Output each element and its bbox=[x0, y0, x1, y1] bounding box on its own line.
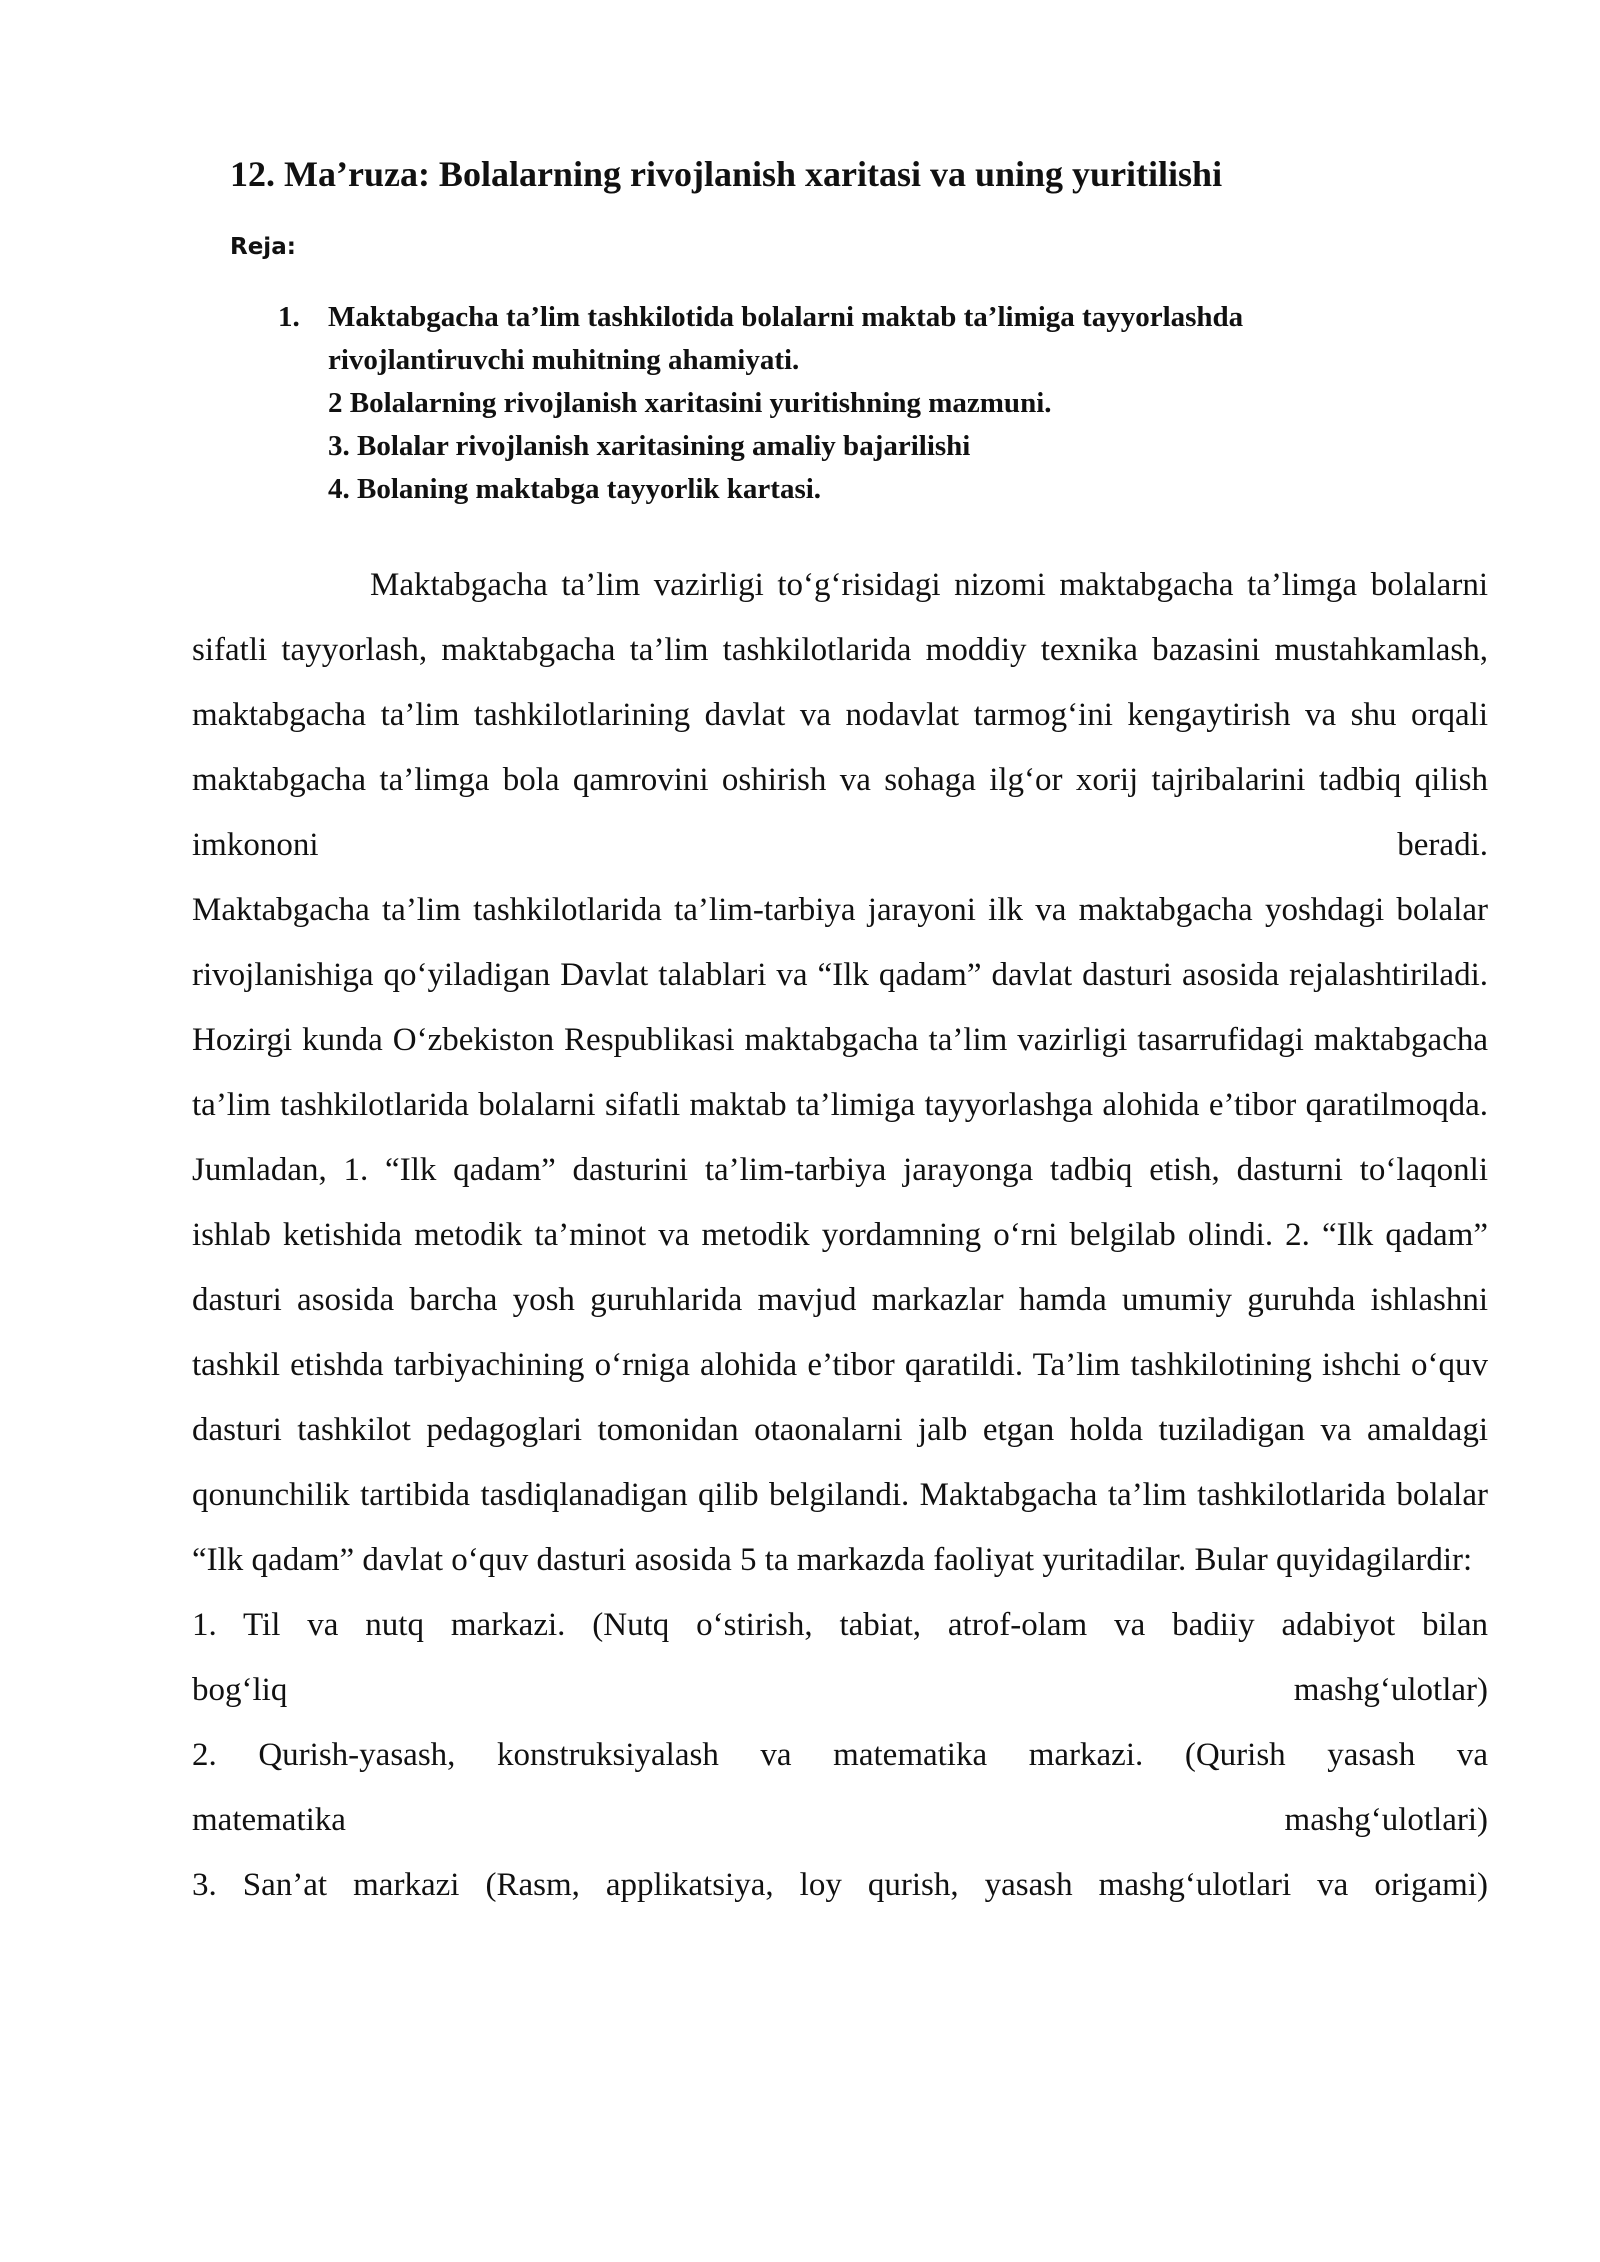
plan-item-text: Maktabgacha ta’lim tashkilotida bolalarni maktab ta’limiga tayyorlashda bbox=[328, 301, 1244, 333]
plan-item-text: rivojlantiruvchi muhitning ahamiyati. bbox=[328, 344, 800, 376]
plan-item bbox=[278, 382, 1428, 425]
body-text bbox=[192, 553, 1488, 1918]
center-item-line: 1. Til va nutq markazi. (Nutq o‘stirish, tabiat, atrof-olam va badiiy adabiyot bilan bbox=[192, 1607, 1488, 1643]
plan-item bbox=[278, 339, 1428, 382]
plan-item-number: 1. bbox=[278, 301, 300, 333]
plan-item-text: 3. Bolalar rivojlanish xaritasining amaliy bajarilishi bbox=[328, 430, 971, 462]
plan-item-text: 4. Bolaning maktabga tayyorlik kartasi. bbox=[328, 473, 822, 505]
center-item-line: 3. San’at markazi (Rasm, applikatsiya, loy qurish, yasash mashg‘ulotlari va origami) bbox=[192, 1867, 1488, 1903]
plan-label: Reja: bbox=[230, 234, 296, 260]
plan-list bbox=[278, 296, 1428, 511]
plan-item-text: 2 Bolalarning rivojlanish xaritasini yuritishning mazmuni. bbox=[328, 387, 1052, 419]
center-item-text: mashg‘ulotlari) bbox=[1284, 1802, 1488, 1838]
center-item-text: matematika bbox=[192, 1802, 346, 1838]
plan-item bbox=[278, 468, 1428, 511]
center-item-line bbox=[192, 1658, 1488, 1723]
center-item-line bbox=[192, 1788, 1488, 1853]
body-paragraph: Maktabgacha ta’lim vazirligi to‘g‘risidagi nizomi maktabgacha ta’limga bolalarni sifatli tayyorlash, maktabgacha ta’lim tashkilotlarida moddiy texnika bazasini mustahkamlash, maktabgacha ta’lim tashkilotlarining davlat va nodavlat tarmog‘ini kengaytirish va shu orqali maktabgacha ta’limga bola qamrovini oshirish va sohaga ilg‘or xorij tajribalarini tadbiq qilish imkononi beradi. bbox=[192, 567, 1488, 863]
body-paragraph: Maktabgacha ta’lim tashkilotlarida ta’lim-tarbiya jarayoni ilk va maktabgacha yoshdagi bolalar rivojlanishiga qo‘yiladigan Davlat talablari va “Ilk qadam” davlat dasturi asosida rejalashtiriladi. Hozirgi kunda O‘zbekiston Respublikasi maktabgacha ta’lim vazirligi tasarrufidagi maktabgacha ta’lim tashkilotlarida bolalarni sifatli maktab ta’limiga tayyorlashga alohida e’tibor qaratilmoqda. Jumladan, 1. “Ilk qadam” dasturini ta’lim-tarbiya jarayonga tadbiq etish, dasturni to‘laqonli ishlab ketishida metodik ta’minot va metodik yordamning o‘rni belgilab olindi. 2. “Ilk qadam” dasturi asosida barcha yosh guruhlarida mavjud markazlar hamda umumiy guruhda ishlashni tashkil etishda tarbiyachining o‘rniga alohida e’tibor qaratildi. Ta’lim tashkilotining ishchi o‘quv dasturi tashkilot pedagoglari tomonidan otaonalarni jalb etgan holda tuziladigan va amaldagi qonunchilik tartibida tasdiqlanadigan qilib belgilandi. Maktabgacha ta’lim tashkilotlarida bolalar “Ilk qadam” davlat o‘quv dasturi asosida 5 ta markazda faoliyat yuritadilar. Bular quyidagilardir: bbox=[192, 892, 1488, 1578]
center-item-text: mashg‘ulotlar) bbox=[1293, 1672, 1488, 1708]
center-item-line: 2. Qurish-yasash, konstruksiyalash va matematika markazi. (Qurish yasash va bbox=[192, 1737, 1488, 1773]
lecture-title: 12. Ma’ruza: Bolalarning rivojlanish xaritasi va uning yuritilishi bbox=[230, 154, 1223, 194]
center-item-text: bog‘liq bbox=[192, 1672, 288, 1708]
plan-item bbox=[278, 425, 1428, 468]
plan-item bbox=[278, 296, 1428, 339]
